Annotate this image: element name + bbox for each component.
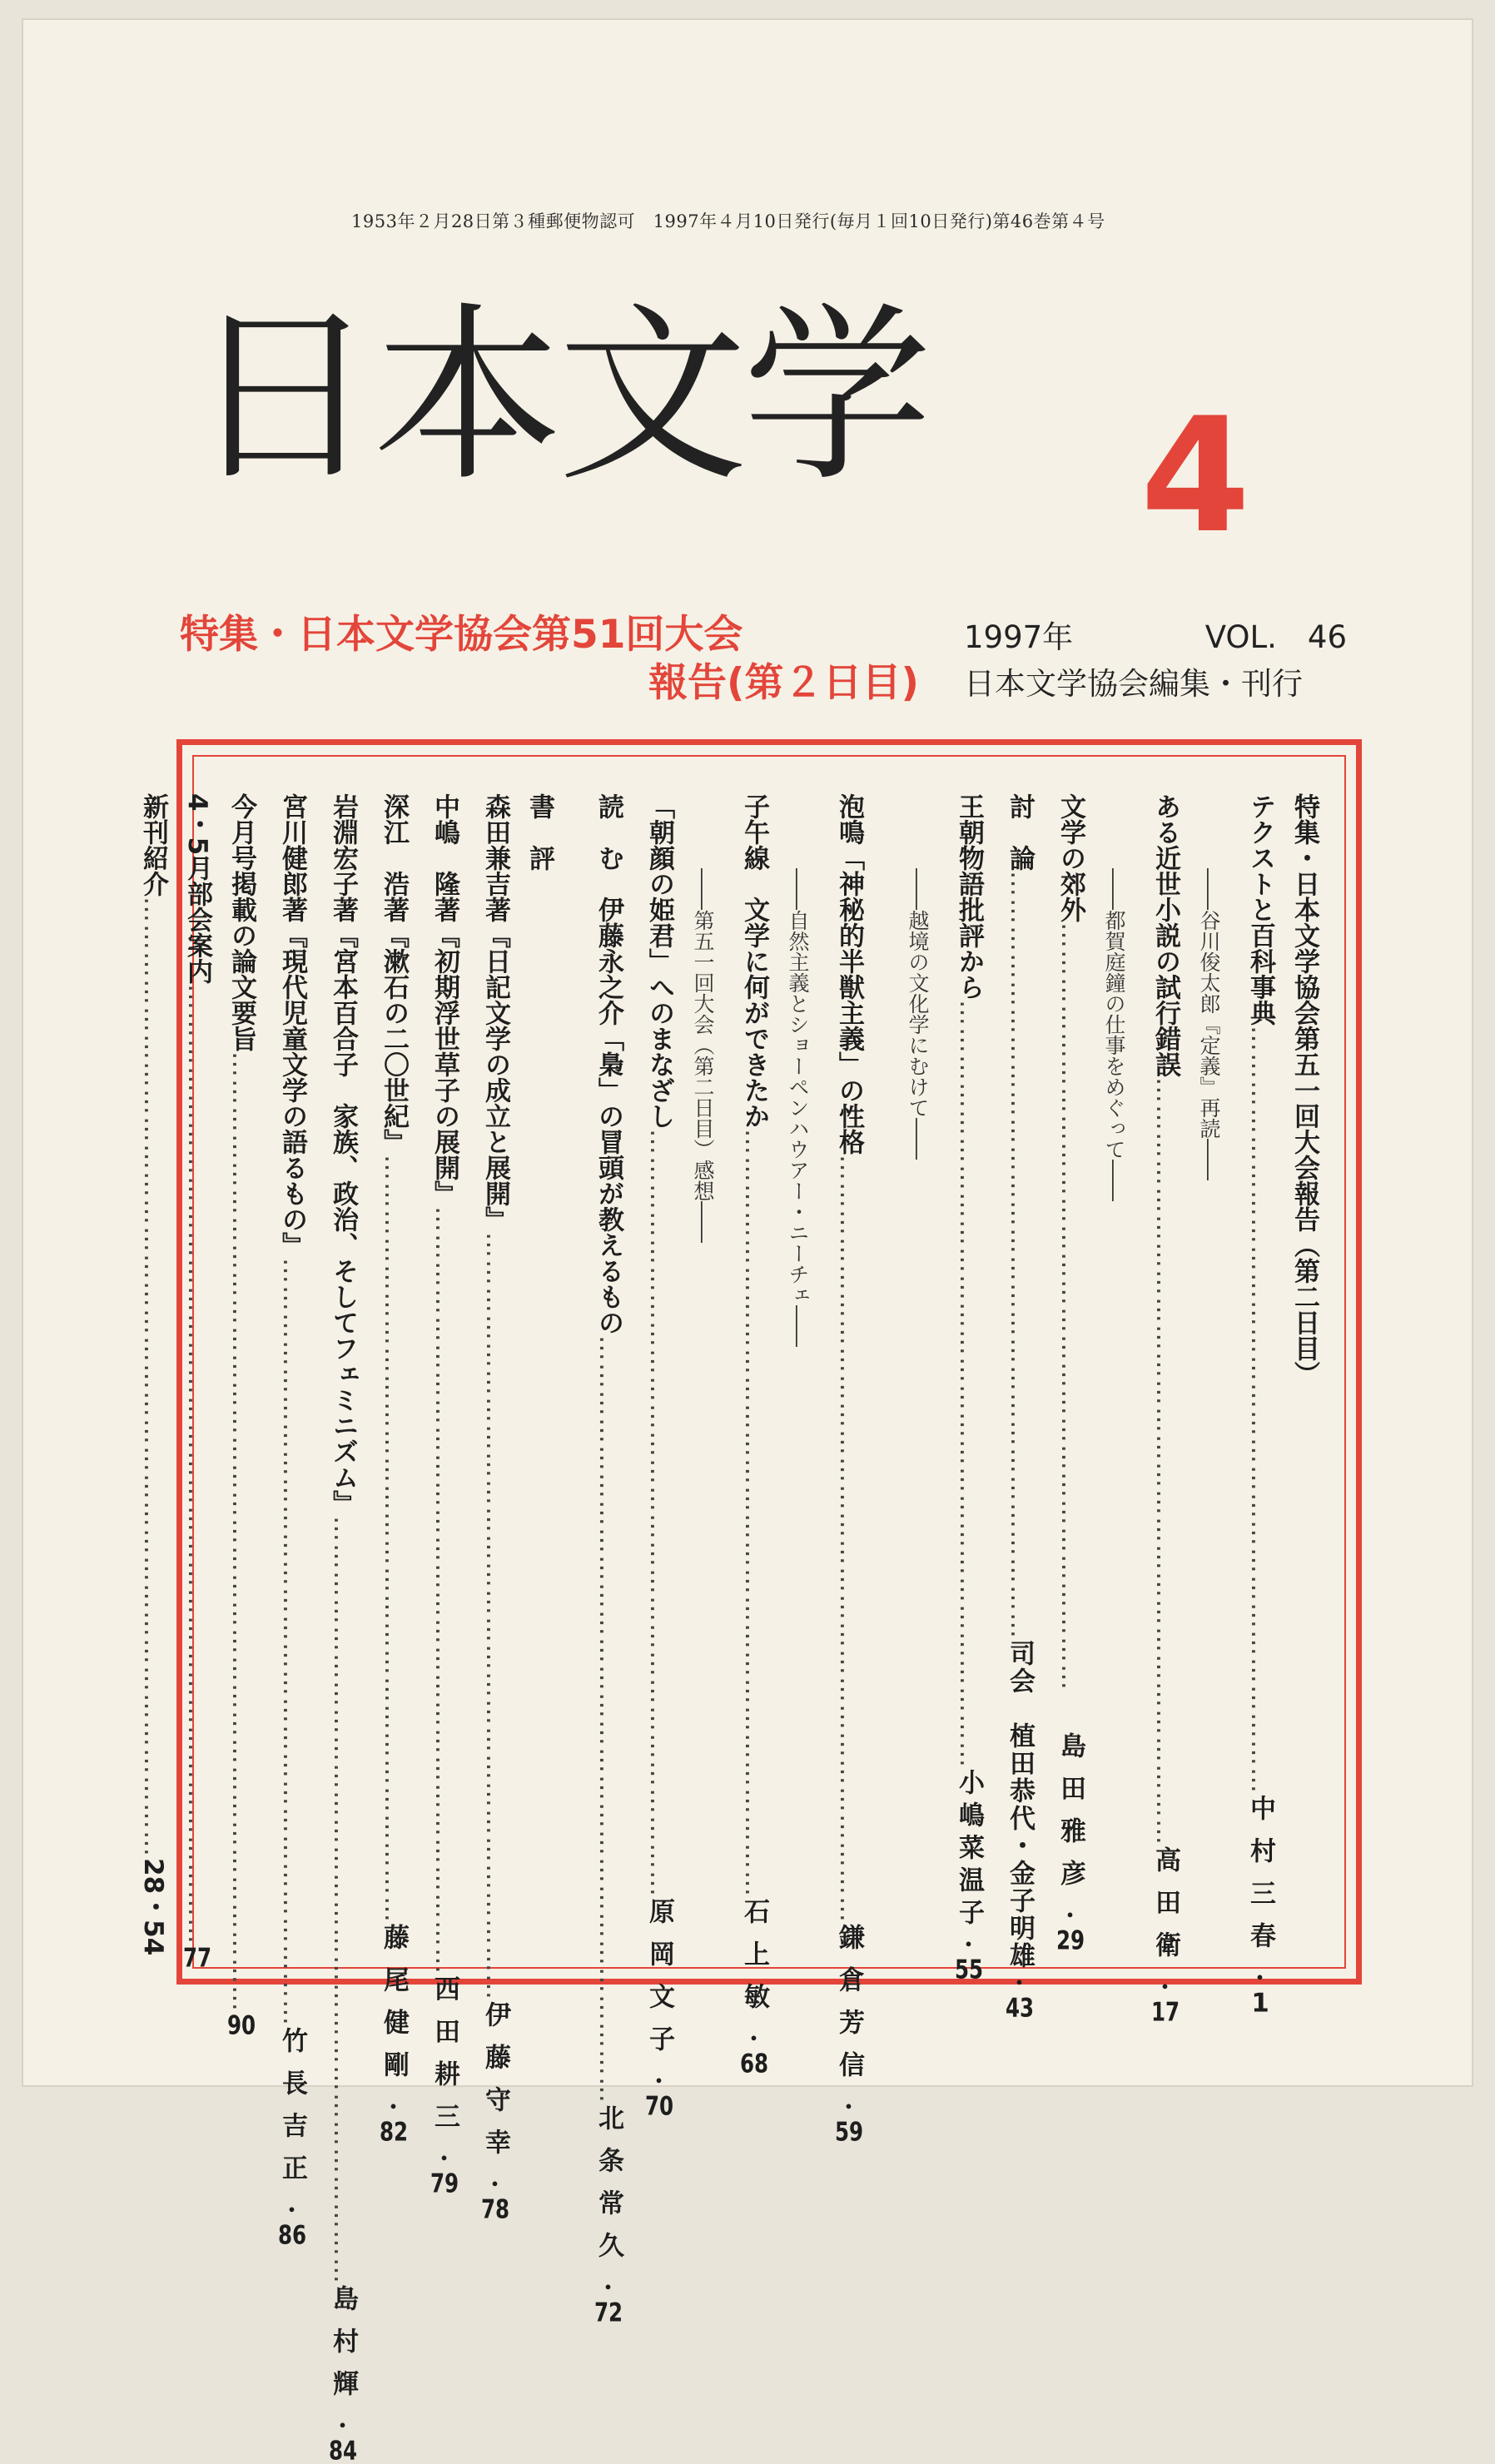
issue-volume: VOL. 46 [1204, 619, 1347, 655]
leader-dots: ………………………………………………………………………… [954, 1000, 984, 1769]
publisher-label: 日本文学協会編集・刊行 [964, 665, 1303, 702]
feature-heading [180, 611, 929, 708]
toc-entry[interactable]: 子午線 文学に何ができたか ………………………………………………………………………… 石上敏 ・ 68 [725, 793, 776, 1954]
toc-misc-entry[interactable]: 4・5月部会案内 …………………………………………………………………………………………… 77 [175, 793, 219, 1954]
issue-meta [964, 614, 1347, 707]
toc-entry[interactable]: ある近世小説の試行錯誤 ………………………………………………………………………… 高田衛 ・ 17 [1136, 793, 1187, 1954]
toc-review-entry[interactable]: 中嶋 隆著『初期浮世草子の展開』 ………………………………………………………………………… 西田耕三 ・ 79 [415, 793, 466, 1954]
table-of-contents [138, 793, 1326, 2464]
toc-special-heading: 特集・日本文学協会第五一回大会報告（第二日目） [1289, 793, 1319, 1387]
toc-review-entry[interactable]: 森田兼吉著『日記文学の成立と展開』 ………………………………………………………………………… 伊藤守幸 ・ 78 [466, 793, 517, 1954]
toc-misc-entry[interactable]: 今月号掲載の論文要旨 …………………………………………………………………………………………… 90 [219, 793, 263, 1954]
toc-review-entry[interactable]: 宮川健郎著『現代児童文学の語るもの』 ………………………………………………………………………… 竹長吉正 ・ 86 [263, 793, 314, 1954]
issue-year: 1997年 [964, 619, 1074, 655]
toc-review-entry[interactable]: 深江 浩著『漱石の二〇世紀』 ………………………………………………………………………… 藤尾健剛 ・ 82 [365, 793, 415, 1954]
leader-dots: ………………………………………………………………………… [1005, 871, 1035, 1640]
leader-dots: …………………………………………………………………………………………… [182, 984, 212, 1946]
toc-subtitle: ――自然主義とショーペンハウアー・ニーチェ―― [786, 868, 810, 1347]
toc-entry[interactable]: 討 論 ………………………………………………………………………… 司会 植田恭代・金子明雄 ・ 43 [991, 793, 1041, 1954]
toc-subtitle: ――谷川俊太郎『定義』再読―― [1197, 868, 1221, 1180]
leader-dots: ………………………………………………………………………… [1150, 1077, 1180, 1846]
toc-reviews-heading: 書 評 [524, 793, 554, 871]
toc-entry[interactable]: 「朝顔の姫君」へのまなざし ………………………………………………………………………… 原岡文子 ・ 70 [630, 793, 681, 1954]
leader-dots: ………………………………………………………………………… [430, 1206, 459, 1975]
postal-permit-line: 1953年２月28日第３種郵便物認可 1997年４月10日発行(毎月１回10日発行)第46巻第４号 [351, 211, 1105, 231]
issue-number: 4 [1140, 384, 1251, 568]
toc-entry[interactable]: 泡鳴「神秘的半獣主義」の性格 ………………………………………………………………………… 鎌倉芳信 ・ 59 [820, 793, 871, 1954]
toc-misc-entry[interactable]: 新刊紹介 …………………………………………………………………………………………… 28・54 [131, 793, 175, 1954]
leader-dots: …………………………………………………………………………………………… [138, 897, 168, 1858]
table-of-contents-frame [138, 739, 1362, 2464]
toc-subtitle: ――第五一回大会（第二日目）感想―― [691, 868, 715, 1243]
leader-dots: ………………………………………………………………………… [1245, 1026, 1275, 1795]
leader-dots: ………………………………………………………………………… [739, 1129, 769, 1898]
leader-dots: ………………………………………………………………………… [594, 1335, 623, 2104]
toc-entry[interactable]: 読 む 伊藤永之介「梟」の冒頭が教えるもの ………………………………………………………………………… 北条常久 ・ 72 [579, 793, 630, 1954]
toc-entry[interactable]: 王朝物語批評から ………………………………………………………………………… 小嶋菜温子 ・ 55 [940, 793, 991, 1954]
magazine-title: 日本文学 [188, 286, 927, 507]
section-divider [871, 793, 896, 1954]
year-volume-row [964, 614, 1347, 661]
toc-subtitle: ――越境の文化学にむけて―― [906, 868, 930, 1160]
leader-dots: …………………………………………………………………………………………… [226, 1051, 256, 2013]
toc-entry[interactable]: テクストと百科事典 ………………………………………………………………………… 中村三春 ・ 1 [1231, 793, 1282, 1954]
leader-dots: ………………………………………………………………………… [277, 1258, 307, 2027]
leader-dots: ………………………………………………………………………… [328, 1516, 358, 2285]
leader-dots: ………………………………………………………………………… [644, 1129, 674, 1898]
toc-review-entry[interactable]: 岩淵宏子著『宮本百合子 家族、政治、そしてフェミニズム』 ………………………………………………………………………… 島村輝 ・ 84 [314, 793, 365, 1954]
leader-dots: ………………………………………………………………………… [1055, 922, 1085, 1692]
leader-dots: ………………………………………………………………………… [834, 1155, 864, 1924]
toc-entry[interactable]: 文学の郊外 ………………………………………………………………………… 島田雅彦 ・ 29 [1041, 793, 1092, 1954]
magazine-cover [22, 18, 1473, 2464]
toc-subtitle: ――都賀庭鐘の仕事をめぐって―― [1102, 868, 1126, 1201]
feature-line-2: 報告(第２日目) [648, 659, 919, 706]
leader-dots: ………………………………………………………………………… [480, 1232, 510, 2001]
feature-line-1: 特集・日本文学協会第51回大会 [180, 612, 743, 658]
leader-dots: ………………………………………………………………………… [379, 1155, 409, 1924]
